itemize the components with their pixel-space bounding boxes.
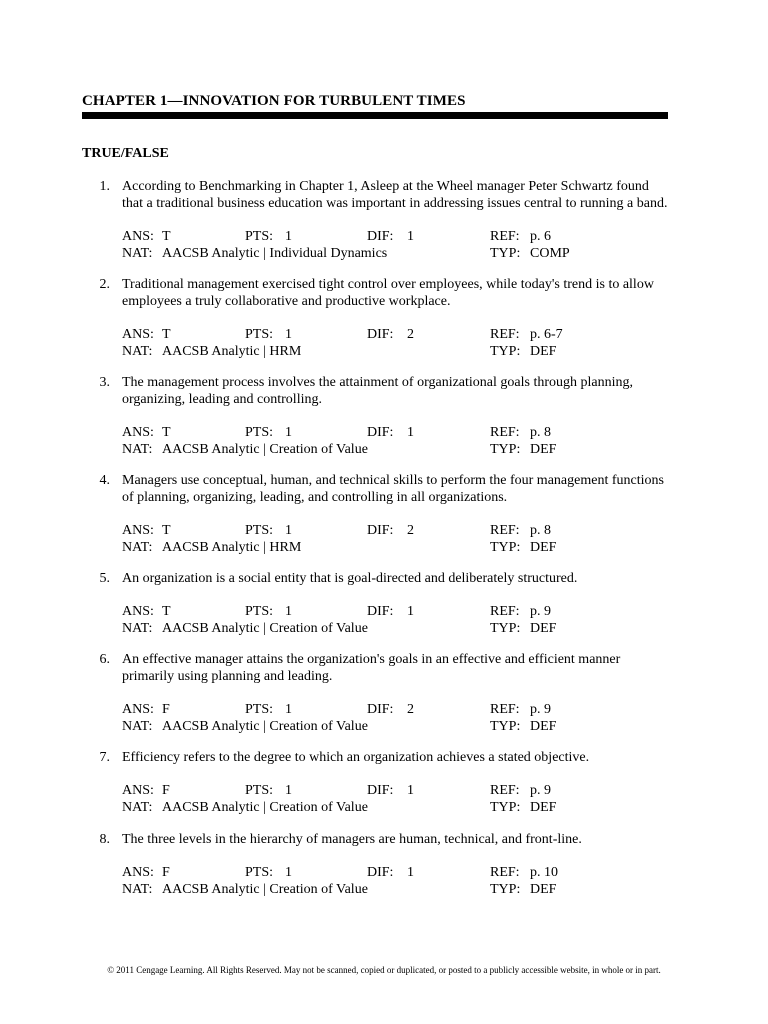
typ-value: COMP <box>530 246 570 261</box>
dif-label: DIF: <box>367 327 394 342</box>
ans-value: T <box>162 604 171 619</box>
ans-value: T <box>162 327 171 342</box>
question-text: An organization is a social entity that is goal-directed and deliberately structured. <box>122 571 578 586</box>
ref-label: REF: <box>490 783 520 798</box>
question-item <box>82 472 672 570</box>
ref-label: REF: <box>490 604 520 619</box>
typ-label: TYP: <box>490 800 521 815</box>
typ-value: DEF <box>530 621 557 636</box>
ref-value: p. 9 <box>530 604 551 619</box>
pts-value: 1 <box>285 865 292 880</box>
typ-value: DEF <box>530 882 557 897</box>
question-number: 8. <box>99 832 110 847</box>
question-item <box>82 831 672 913</box>
pts-label: PTS: <box>245 523 274 538</box>
dif-value: 2 <box>407 327 414 342</box>
pts-value: 1 <box>285 229 292 244</box>
dif-value: 1 <box>407 865 414 880</box>
question-text: Traditional management exercised tight control over employees, while today's trend is to allow employees a truly collaborative and productive workplace. <box>122 277 654 309</box>
question-number: 1. <box>99 179 110 194</box>
typ-label: TYP: <box>490 442 521 457</box>
ref-value: p. 8 <box>530 523 551 538</box>
typ-label: TYP: <box>490 719 521 734</box>
typ-value: DEF <box>530 344 557 359</box>
ref-label: REF: <box>490 523 520 538</box>
pts-label: PTS: <box>245 229 274 244</box>
question-text: Managers use conceptual, human, and technical skills to perform the four management functions of planning, organizing, leading, and controlling in all organizations. <box>122 473 664 505</box>
ans-value: F <box>162 783 170 798</box>
ref-value: p. 6-7 <box>530 327 563 342</box>
question-item <box>82 178 672 276</box>
ref-value: p. 9 <box>530 702 551 717</box>
nat-label: NAT: <box>122 800 153 815</box>
question-text: The three levels in the hierarchy of managers are human, technical, and front-line. <box>122 832 582 847</box>
typ-value: DEF <box>530 800 557 815</box>
typ-label: TYP: <box>490 246 521 261</box>
question-item <box>82 276 672 374</box>
ref-label: REF: <box>490 327 520 342</box>
nat-value: AACSB Analytic | Creation of Value <box>162 882 368 897</box>
ref-value: p. 10 <box>530 865 558 880</box>
question-text: Efficiency refers to the degree to which an organization achieves a stated objective. <box>122 750 590 765</box>
dif-label: DIF: <box>367 604 394 619</box>
pts-value: 1 <box>285 327 292 342</box>
ref-label: REF: <box>490 702 520 717</box>
title-rule <box>82 112 668 119</box>
typ-value: DEF <box>530 540 557 555</box>
nat-label: NAT: <box>122 442 153 457</box>
chapter-title: CHAPTER 1—INNOVATION FOR TURBULENT TIMES <box>82 93 466 109</box>
ref-label: REF: <box>490 229 520 244</box>
ref-label: REF: <box>490 425 520 440</box>
answer-meta <box>122 424 672 458</box>
nat-label: NAT: <box>122 621 153 636</box>
ans-label: ANS: <box>122 783 154 798</box>
dif-value: 1 <box>407 604 414 619</box>
answer-meta <box>122 701 672 735</box>
typ-label: TYP: <box>490 882 521 897</box>
nat-value: AACSB Analytic | Creation of Value <box>162 442 368 457</box>
nat-label: NAT: <box>122 344 153 359</box>
pts-label: PTS: <box>245 327 274 342</box>
pts-label: PTS: <box>245 425 274 440</box>
typ-label: TYP: <box>490 540 521 555</box>
dif-value: 1 <box>407 229 414 244</box>
question-item <box>82 374 672 472</box>
typ-label: TYP: <box>490 344 521 359</box>
answer-meta <box>122 864 672 898</box>
pts-value: 1 <box>285 783 292 798</box>
ans-label: ANS: <box>122 523 154 538</box>
dif-label: DIF: <box>367 783 394 798</box>
question-number: 6. <box>99 652 110 667</box>
nat-label: NAT: <box>122 246 153 261</box>
dif-value: 1 <box>407 783 414 798</box>
nat-label: NAT: <box>122 719 153 734</box>
ref-value: p. 8 <box>530 425 551 440</box>
nat-label: NAT: <box>122 540 153 555</box>
answer-meta <box>122 522 672 556</box>
question-number: 3. <box>99 375 110 390</box>
section-heading: TRUE/FALSE <box>82 146 169 161</box>
question-number: 2. <box>99 277 110 292</box>
dif-value: 2 <box>407 523 414 538</box>
pts-label: PTS: <box>245 702 274 717</box>
ans-label: ANS: <box>122 702 154 717</box>
pts-value: 1 <box>285 604 292 619</box>
pts-label: PTS: <box>245 783 274 798</box>
copyright-footer: © 2011 Cengage Learning. All Rights Reserved. May not be scanned, copied or duplicated, or posted to a publicly accessible website, in whole or in part. <box>107 965 661 975</box>
question-item <box>82 749 672 831</box>
answer-meta <box>122 603 672 637</box>
pts-label: PTS: <box>245 865 274 880</box>
dif-label: DIF: <box>367 865 394 880</box>
ref-value: p. 6 <box>530 229 551 244</box>
typ-value: DEF <box>530 719 557 734</box>
question-item <box>82 570 672 651</box>
ans-value: T <box>162 523 171 538</box>
ans-label: ANS: <box>122 425 154 440</box>
nat-value: AACSB Analytic | HRM <box>162 540 302 555</box>
question-text: According to Benchmarking in Chapter 1, Asleep at the Wheel manager Peter Schwartz found that a traditional business education was important in addressing issues central to running a band. <box>122 179 668 211</box>
question-number: 5. <box>99 571 110 586</box>
ans-label: ANS: <box>122 604 154 619</box>
typ-label: TYP: <box>490 621 521 636</box>
dif-label: DIF: <box>367 702 394 717</box>
ans-value: F <box>162 865 170 880</box>
typ-value: DEF <box>530 442 557 457</box>
pts-label: PTS: <box>245 604 274 619</box>
nat-value: AACSB Analytic | Creation of Value <box>162 621 368 636</box>
ans-value: T <box>162 425 171 440</box>
dif-label: DIF: <box>367 523 394 538</box>
question-number: 7. <box>99 750 110 765</box>
dif-label: DIF: <box>367 425 394 440</box>
ans-label: ANS: <box>122 865 154 880</box>
ref-value: p. 9 <box>530 783 551 798</box>
pts-value: 1 <box>285 523 292 538</box>
ans-value: T <box>162 229 171 244</box>
ref-label: REF: <box>490 865 520 880</box>
answer-meta <box>122 782 672 816</box>
nat-value: AACSB Analytic | Creation of Value <box>162 800 368 815</box>
ans-value: F <box>162 702 170 717</box>
dif-value: 1 <box>407 425 414 440</box>
nat-value: AACSB Analytic | Individual Dynamics <box>162 246 388 261</box>
question-text: The management process involves the attainment of organizational goals through planning, organizing, leading and controlling. <box>122 375 633 407</box>
pts-value: 1 <box>285 702 292 717</box>
ans-label: ANS: <box>122 229 154 244</box>
dif-value: 2 <box>407 702 414 717</box>
nat-value: AACSB Analytic | Creation of Value <box>162 719 368 734</box>
nat-label: NAT: <box>122 882 153 897</box>
nat-value: AACSB Analytic | HRM <box>162 344 302 359</box>
question-item <box>82 651 672 749</box>
question-list <box>82 178 672 913</box>
answer-meta <box>122 326 672 360</box>
pts-value: 1 <box>285 425 292 440</box>
dif-label: DIF: <box>367 229 394 244</box>
question-number: 4. <box>99 473 110 488</box>
ans-label: ANS: <box>122 327 154 342</box>
question-text: An effective manager attains the organization's goals in an effective and efficient manner primarily using planning and leading. <box>122 652 621 684</box>
answer-meta <box>122 228 672 262</box>
